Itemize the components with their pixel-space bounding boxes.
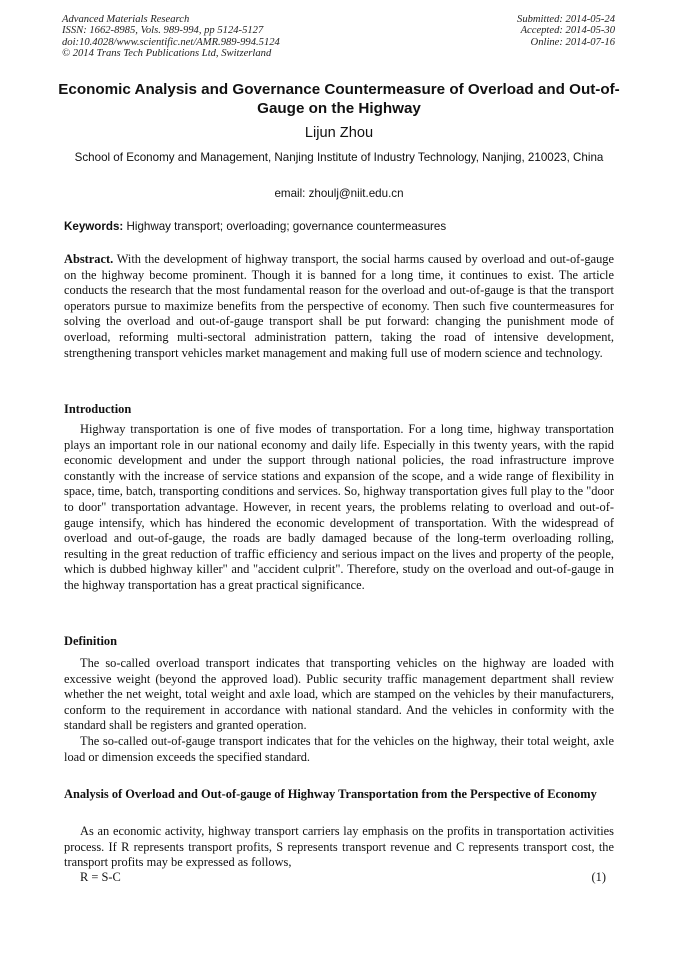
author-affiliation: School of Economy and Management, Nanjing Institute of Industry Technology, Nanjing, 210023, China	[74, 151, 604, 164]
equation-1	[80, 870, 606, 886]
equation-expression: R = S-C	[80, 870, 121, 884]
section-heading-introduction: Introduction	[64, 402, 132, 416]
abstract-text: With the development of highway transport, the social harms caused by overload and out-of-gauge on the highway become prominent. Though it is banned for a long time, it continues to exist. The article conducts the research that the most fundamental reason for the overload and out-of-gauge is that the transport operators pursue to maximize benefits from the perspective of economy. Then such five countermeasures for solving the overload and out-of-gauge transport shall be put forward: changing the punishment mode of overload, reforming multi-sectoral administration pattern, taking the road of intensive development, strengthening transport vehicles market management and making full use of modern science and technology.	[64, 252, 614, 360]
accepted-date: Accepted: 2014-05-30	[520, 25, 615, 37]
equation-number: (1)	[591, 870, 606, 884]
author-name: Lijun Zhou	[304, 125, 374, 141]
keywords	[64, 220, 614, 234]
section-heading-definition: Definition	[64, 634, 118, 648]
definition-paragraph-1: The so-called overload transport indicates that transporting vehicles on the highway are loaded with excessive weight (beyond the approved load). Public security traffic management department shall review whether the net weight, total weight and axle load, which are stamped on the vehicles by their manufacturers, conform to the requirement in accordance with national standard. And the vehicles in conformity with the standard shall be registers and granted operation.	[64, 656, 614, 733]
journal-name: Advanced Materials Research	[62, 14, 190, 25]
keywords-text: Highway transport; overloading; governance countermeasures	[123, 220, 447, 233]
introduction-body	[64, 422, 614, 594]
analysis-paragraph: As an economic activity, highway transport carriers lay emphasis on the profits in transportation activities process. If R represents transport profits, S represents transport revenue and C represents transport cost, the transport profits may be expressed as follows,	[64, 824, 614, 870]
publication-dates	[517, 14, 615, 48]
submitted-date: Submitted: 2014-05-24	[517, 14, 615, 25]
keywords-label: Keywords:	[64, 220, 124, 233]
abstract	[64, 252, 614, 361]
section-heading-analysis: Analysis of Overload and Out-of-gauge of Highway Transportation from the Perspective of Economy	[64, 787, 597, 801]
author-email: email: zhoulj@niit.edu.cn	[274, 187, 404, 200]
abstract-label: Abstract.	[64, 252, 114, 266]
definition-body	[64, 656, 614, 765]
journal-info	[62, 14, 280, 59]
introduction-paragraph: Highway transportation is one of five modes of transportation. For a long time, highway transportation plays an important role in our national economy and daily life. Especially in this twenty years, with the rapid economic development and under the support through national policies, the road infrastructure improve constantly with the increase of service stations and expansion of the scope, and a wide range of flexibility in space, time, batch, transporting conditions and services. So, highway transportation gives full play to the "door to door" transportation advantage. However, in recent years, the problems relating to overload and out-of-gauge intensify, which has hindered the economic development of transportation. With the widespread of overload and out-of-gauge, the roads are badly damaged because of the long-term overloading rolling, resulting in the great reduction of traffic efficiency and serious impact on the lives and property of the people, which is dubbed highway killer" and "accident culprit". Therefore, study on the overload and out-of-gauge in the highway transportation has a great practical significance.	[64, 422, 614, 592]
copyright-line: © 2014 Trans Tech Publications Ltd, Switzerland	[62, 47, 272, 59]
analysis-body	[64, 824, 614, 871]
issn-line: ISSN: 1662-8985, Vols. 989-994, pp 5124-5127	[62, 25, 264, 37]
doi-line: doi:10.4028/www.scientific.net/AMR.989-994.5124	[62, 36, 280, 48]
definition-paragraph-2: The so-called out-of-gauge transport indicates that for the vehicles on the highway, their total weight, axle load or dimension exceeds the specified standard.	[64, 733, 614, 764]
paper-title: Economic Analysis and Governance Countermeasure of Overload and Out-of-Gauge on the Highway	[58, 81, 620, 117]
online-date: Online: 2014-07-16	[530, 36, 615, 48]
